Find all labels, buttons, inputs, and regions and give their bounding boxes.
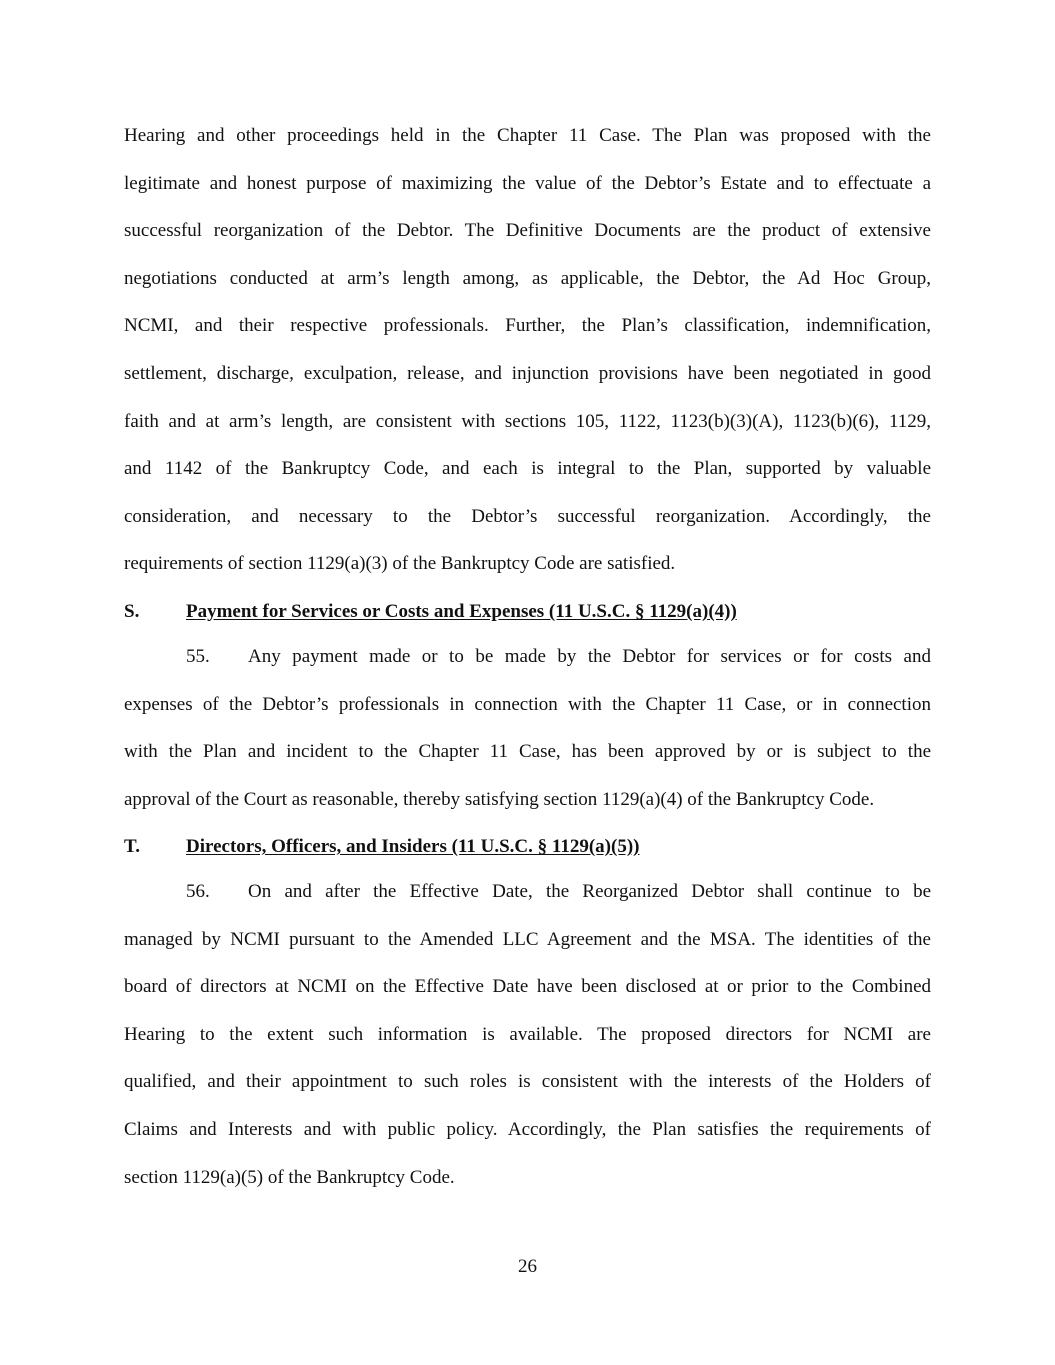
page-number: 26 [518, 1256, 537, 1277]
text-line: qualified, and their appointment to such roles is consistent with the interests of the Holders of [124, 1071, 931, 1093]
text-line: with the Plan and incident to the Chapter 11 Case, has been approved by or is subject to the [124, 741, 931, 763]
paragraph-number: 55. [186, 646, 210, 667]
paragraph-first-line: Any payment made or to be made by the Debtor for services or for costs and [248, 646, 931, 667]
section-s-heading [124, 600, 931, 624]
section-letter: S. [124, 601, 140, 622]
paragraph-number: 56. [186, 881, 210, 902]
text-line: managed by NCMI pursuant to the Amended LLC Agreement and the MSA. The identities of the [124, 928, 931, 950]
section-title: Payment for Services or Costs and Expenses (11 U.S.C. § 1129(a)(4)) [186, 601, 737, 622]
text-line: successful reorganization of the Debtor. The Definitive Documents are the product of extensive [124, 220, 931, 242]
paragraph-55 [124, 633, 931, 823]
text-line: board of directors at NCMI on the Effective Date have been disclosed at or prior to the Combined [124, 976, 931, 998]
text-line [124, 868, 931, 916]
text-line: legitimate and honest purpose of maximizing the value of the Debtor’s Estate and to effectuate a [124, 172, 931, 194]
text-line: settlement, discharge, exculpation, release, and injunction provisions have been negotiated in good [124, 362, 931, 384]
text-line: expenses of the Debtor’s professionals in connection with the Chapter 11 Case, or in connection [124, 693, 931, 715]
text-line: Hearing to the extent such information is available. The proposed directors for NCMI are [124, 1023, 931, 1045]
text-line: approval of the Court as reasonable, thereby satisfying section 1129(a)(4) of the Bankruptcy Code. [124, 788, 875, 810]
paragraph-56 [124, 868, 931, 1201]
text-line: consideration, and necessary to the Debtor’s successful reorganization. Accordingly, the [124, 505, 931, 527]
text-line: faith and at arm’s length, are consistent with sections 105, 1122, 1123(b)(3)(A), 1123(b)(6), 1129, [124, 410, 931, 432]
section-letter: T. [124, 836, 141, 857]
text-line: requirements of section 1129(a)(3) of the Bankruptcy Code are satisfied. [124, 553, 676, 575]
section-title: Directors, Officers, and Insiders (11 U.S.C. § 1129(a)(5)) [186, 836, 640, 857]
text-line: Claims and Interests and with public policy. Accordingly, the Plan satisfies the requirements of [124, 1118, 931, 1140]
text-line [124, 633, 931, 681]
text-line: NCMI, and their respective professionals. Further, the Plan’s classification, indemnification, [124, 315, 931, 337]
text-line: and 1142 of the Bankruptcy Code, and each is integral to the Plan, supported by valuable [124, 458, 931, 480]
text-line: Hearing and other proceedings held in the Chapter 11 Case. The Plan was proposed with the [124, 125, 931, 146]
section-t-heading [124, 835, 931, 859]
text-line: negotiations conducted at arm’s length among, as applicable, the Debtor, the Ad Hoc Group, [124, 267, 931, 289]
paragraph-first-line: On and after the Effective Date, the Reorganized Debtor shall continue to be [248, 881, 931, 902]
paragraph-54-continuation [124, 112, 931, 588]
text-line: section 1129(a)(5) of the Bankruptcy Code. [124, 1166, 455, 1188]
